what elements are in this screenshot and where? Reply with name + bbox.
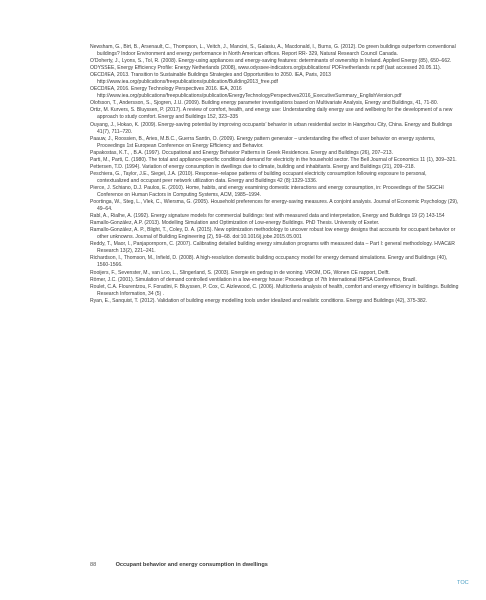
reference-entry: Papakostas, K.T., , B.A. (1997). Occupational and Energy Behavior Patterns in Greek Residences. Energy and Buildings (26), 207–213.	[90, 149, 393, 156]
page-footer	[90, 562, 268, 568]
reference-entry: Poortinga, W., Steg, L., Vlek, C., Wiersma, G. (2005). Household preferences for energy-saving measures. A conjoint analysis. Journal of Economic Psychology (29), 49–64.	[90, 199, 459, 213]
reference-entry: Parti, M., Parti, C. (1980). The total and appliance-specific conditional demand for electricity in the household sector. The Bell Journal of Economics 11 (1), 309–321.	[90, 156, 457, 163]
reference-entry: Ouyang, J., Hokao, K. (2009). Energy-saving potential by improving occupants’ behavior in urban residential sector in Hangzhou City, China. Energy and Buildings 41(7), 711–720.	[90, 121, 453, 135]
reference-entry: Ortiz, M. Kurvers, S. Bluyssen, P. (2017). A review of comfort, health, and energy use: Understanding daily energy use and wellbeing for the development of a new approach to study comfort. Energy and Buildings 152, 323–335	[90, 107, 453, 121]
reference-entry: Olofsson, T., Andersson, S., Sjogren, J.U. (2009). Building energy parameter investigations based on Multivariate Analysis, Energy and Buildings, 41, 71-80.	[90, 100, 439, 107]
reference-entry: Roulet, C.A. Flourentzou, F. Foradini, F. Bluyssen, P. Cox, C. Aizlewood, C. (2006). Multicriteria analysis of health, comfort and energy efficiency in buildings. Building Research Information, 34 (5) .	[90, 283, 459, 297]
reference-entry: Römer, J.C. (2001). Simulation of demand controlled ventilation in a low-energy house: Proceedings of 7th International IBPSA Conference, Brazil.	[90, 276, 417, 283]
reference-entry: Ryan, E., Sanquist, T. (2012). Validation of building energy modelling tools under idealized and realistic conditions. Energy and Buildings (42), 375-382.	[90, 297, 428, 304]
reference-entry: Rabl, A., Rialhe, A. (1992). Energy signature models for commercial buildings: test with measured data and interpretation, Energy and Buildings 19 (2) 143-154	[90, 213, 445, 220]
reference-entry: O'Doherty, J., Lyons, S., Tol, R. (2008). Energy-using appliances and energy-saving features: determinants of ownership in Ireland. Applied Energy (85), 650–662.	[90, 58, 452, 65]
reference-entry: Newsham, G., Birt, B., Arsenault, C., Thompson, L., Veitch, J., Mancini, S., Galasiu, A., Macdonald, I., Burns, G. (2012). Do green buildings outperform conventional buildings? Indoor Environment and energy performance in North American offices. Report RR- 329, Natural Research Council Canada.	[90, 44, 456, 58]
reference-entry: Ramallo-González, A.P. (2013). Modelling Simulation and Optimization of Low-energy Buildings. PhD Thesis. University of Exeter.	[90, 220, 380, 227]
reference-entry: Pettersen, T.D. (1994). Variation of energy consumption in dwellings due to climate, building and inhabitants. Energy and Buildings (21), 209–218.	[90, 163, 415, 170]
reference-entry: Reddy, T., Maor, I., Panjapornporn, C. (2007). Calibrating detailed building energy simulation programs with measured data – Part I: general methodology. HVAC&R Research 13(2), 221–241.	[90, 241, 455, 255]
reference-entry: Ramallo-González, A. P., Blight, T., Coley, D. A. (2015). New optimization methodology to uncover robust low energy designs that accounts for occupant behavior or other unknowns. Journal of Building Engineering (2), 59–68. doi:10.1016/j.jobe.2015.05.001	[90, 227, 456, 241]
reference-list	[90, 44, 460, 305]
reference-entry: OECD/IEA, 2016. Energy Technology Perspectives 2016. IEA, 2016 http://www.iea.org/publications/freepublications/publication/EnergyTechnologyPerspectives2016_ExecutiveSummary_EnglishVersion.pdf	[90, 86, 402, 100]
reference-entry: Richardson, I., Thomson, M., Infield, D. (2008). A high-resolution domestic building occupancy model for energy demand simulations. Energy and Buildings (40), 1560-1566.	[90, 255, 448, 269]
reference-entry: ODYSSEE, Energy Efficiency Profile: Energy Netherlands (2008), www.odyssee-indicators.org/publications/ PDF/netherlands nr.pdf (last accessed 20.05.11).	[90, 65, 442, 72]
page-number: 88	[90, 562, 97, 568]
reference-entry: Paauw, J., Roossien, B., Aries, M.B.C., Guerra Santin, O. (2009). Energy pattern generator – understanding the effect of user behavior on energy systems, Proceedings 1st European Conference on Energy Efficiency and Behavior.	[90, 135, 436, 149]
reference-entry: Rooijers, F., Sevenster, M., van Loo, L., Slingerland, S. (2003). Energie en gedrag in de woning. VROM, DG, Wonen CE rapport, Delft.	[90, 269, 390, 276]
reference-entry: Pierce, J. Schiano, D.J. Paulos, E. (2010). Home, habits, and energy examining domestic interactions and energy consumption, in: Proceedings of the SIGCHI Conference on Human Factors in Computing Systems, ACM, 1985–1994.	[90, 184, 444, 198]
running-title: Occupant behavior and energy consumption in dwellings	[115, 562, 268, 568]
toc-link[interactable]: TOC	[457, 580, 469, 586]
reference-entry: Peschiera, G., Taylor, J.E., Siegel, J.A. (2010). Response–relapse patterns of building occupant electricity consumption following exposure to personal, contextualized and occupant peer network utilization data. Energy and Buildings 42 (8):1329-1336.	[90, 170, 427, 184]
reference-entry: OECD/IEA, 2013. Transition to Sustainable Buildings Strategies and Opportunities to 2050. IEA, Paris, 2013 http://www.iea.org/publications/freepublications/publication/Building2013_free.pdf	[90, 72, 331, 86]
